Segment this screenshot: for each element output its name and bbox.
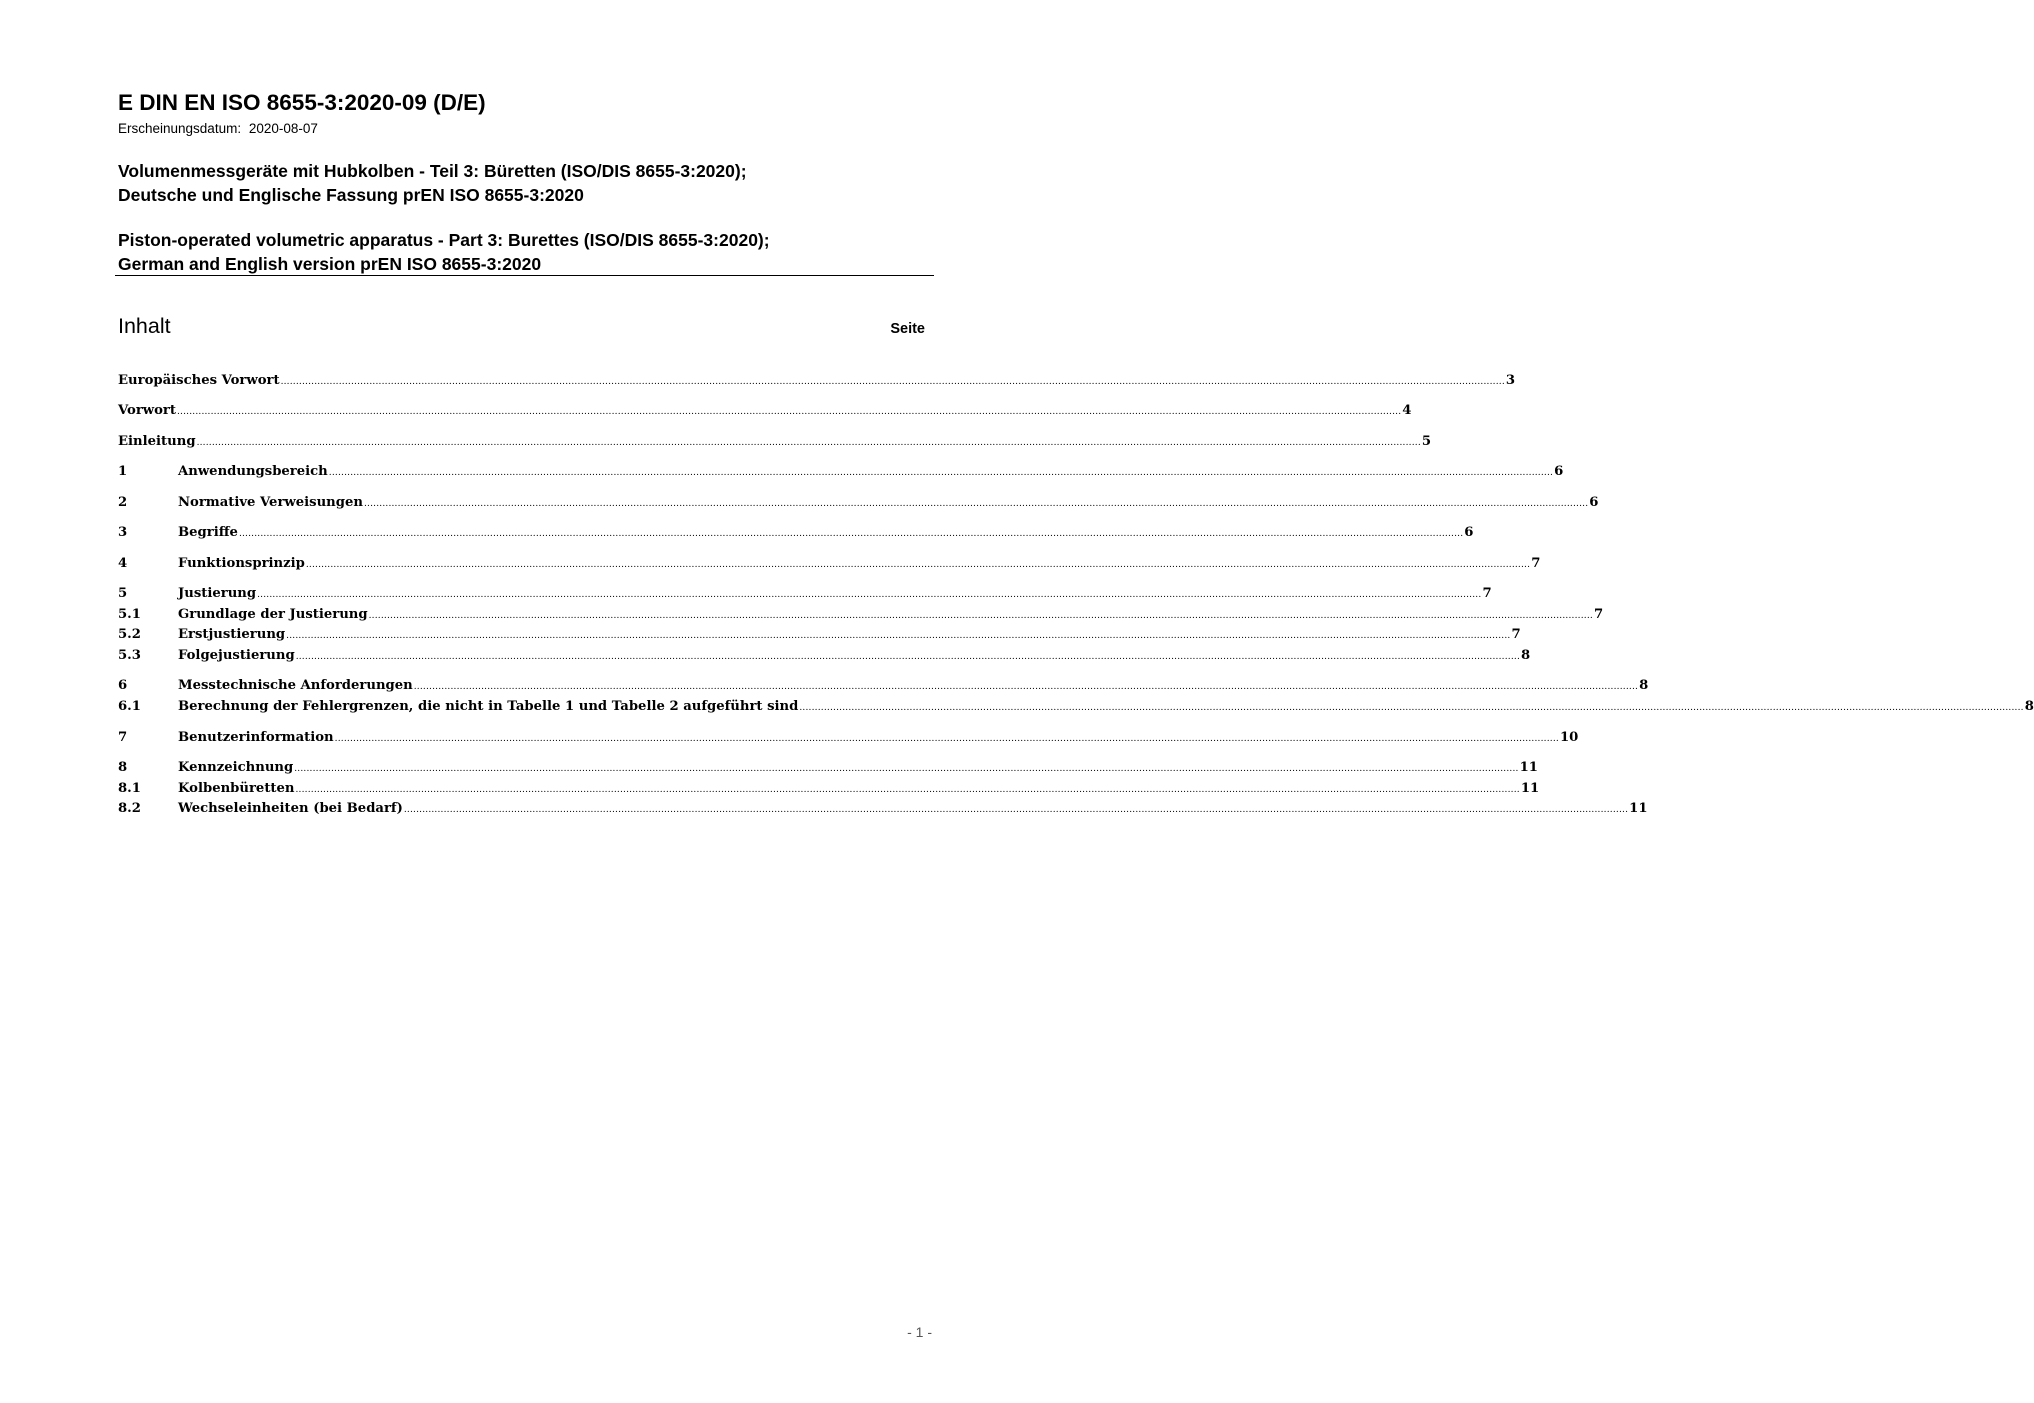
toc-entry-number: 7 xyxy=(118,730,128,745)
publication-date-value: 2020-08-07 xyxy=(248,121,318,136)
toc-entry-number: 6.1 xyxy=(118,699,141,714)
toc-heading: Inhalt xyxy=(118,314,171,338)
toc-entry-page: 6 xyxy=(1554,464,1564,479)
toc-entry[interactable] xyxy=(118,625,1521,645)
toc-entry-number: 4 xyxy=(118,556,128,571)
toc-dot-leader: ................................................................................................................................................................................................................................................................................................................................................................................................................ xyxy=(294,764,1519,774)
toc-dot-leader: ................................................................................................................................................................................................................................................................................................................................................................................................................ xyxy=(403,805,1629,815)
toc-entry-number: 8.1 xyxy=(118,781,141,796)
toc-dot-leader: ................................................................................................................................................................................................................................................................................................................................................................................................................ xyxy=(196,438,1421,448)
toc-entry[interactable] xyxy=(118,676,1649,696)
english-title-line-1: Piston-operated volumetric apparatus - Part 3: Burettes (ISO/DIS 8655-3:2020); xyxy=(118,230,770,250)
english-title xyxy=(118,228,770,276)
toc-entry-title: Einleitung xyxy=(118,434,196,449)
toc-dot-leader: ................................................................................................................................................................................................................................................................................................................................................................................................................ xyxy=(305,560,1531,570)
toc-entry-page: 10 xyxy=(1559,730,1579,745)
toc-entry-page: 11 xyxy=(1629,801,1648,816)
toc-entry-number: 8 xyxy=(118,760,128,775)
toc-entry-page: 7 xyxy=(1511,627,1521,642)
toc-entry-page: 7 xyxy=(1482,586,1492,601)
toc-entry-number: 1 xyxy=(118,464,128,479)
toc-entry[interactable] xyxy=(118,462,1564,482)
toc-dot-leader: ................................................................................................................................................................................................................................................................................................................................................................................................................ xyxy=(286,631,1511,641)
toc-dot-leader: ................................................................................................................................................................................................................................................................................................................................................................................................................ xyxy=(238,529,1464,539)
toc-entry-title: Justierung xyxy=(178,586,257,601)
toc-entry-title: Vorwort xyxy=(118,403,176,418)
toc-entry-page: 7 xyxy=(1531,556,1541,571)
toc-entry-title: Folgejustierung xyxy=(178,648,295,663)
toc-entry-page: 4 xyxy=(1402,403,1412,418)
toc-entry-number: 2 xyxy=(118,495,128,510)
toc-entry-page: 8 xyxy=(1521,648,1531,663)
toc-entry-title: Berechnung der Fehlergrenzen, die nicht in Tabelle 1 und Tabelle 2 aufgeführt sind xyxy=(178,699,799,714)
toc-entry-title: Europäisches Vorwort xyxy=(118,373,280,388)
toc-entry-number: 8.2 xyxy=(118,801,141,816)
toc-entry-page: 6 xyxy=(1464,525,1474,540)
english-title-line-2: German and English version prEN ISO 8655-3:2020 xyxy=(118,254,542,274)
toc-entry-number: 5.2 xyxy=(118,627,141,642)
toc-dot-leader: ................................................................................................................................................................................................................................................................................................................................................................................................................ xyxy=(295,652,1521,662)
german-title-line-1: Volumenmessgeräte mit Hubkolben - Teil 3: Büretten (ISO/DIS 8655-3:2020); xyxy=(118,161,747,181)
toc-entry[interactable] xyxy=(118,646,1531,666)
toc-dot-leader: ................................................................................................................................................................................................................................................................................................................................................................................................................ xyxy=(363,499,1589,509)
toc-entry[interactable] xyxy=(118,371,1516,391)
toc-entry-title: Kennzeichnung xyxy=(178,760,294,775)
toc-entry-title: Funktionsprinzip xyxy=(178,556,305,571)
toc-entry[interactable] xyxy=(118,523,1474,543)
toc-entry[interactable] xyxy=(118,728,1579,748)
toc-dot-leader: ................................................................................................................................................................................................................................................................................................................................................................................................................ xyxy=(257,590,1482,600)
toc-entry-title: Kolbenbüretten xyxy=(178,781,295,796)
page-number: - 1 - xyxy=(907,1324,932,1340)
toc-entry[interactable] xyxy=(118,584,1492,604)
toc-entry-number: 5 xyxy=(118,586,128,601)
toc-entry-number: 5.1 xyxy=(118,607,141,622)
toc-entry-title: Normative Verweisungen xyxy=(178,495,363,510)
toc-entry-page: 7 xyxy=(1593,607,1604,622)
toc-entry-number: 5.3 xyxy=(118,648,141,663)
toc-dot-leader: ................................................................................................................................................................................................................................................................................................................................................................................................................ xyxy=(413,682,1639,692)
toc-entry[interactable] xyxy=(118,554,1541,574)
toc-entry-page: 11 xyxy=(1519,760,1538,775)
german-title-line-2: Deutsche und Englische Fassung prEN ISO 8655-3:2020 xyxy=(118,185,584,205)
toc-entry-title: Erstjustierung xyxy=(178,627,286,642)
toc-entry[interactable] xyxy=(118,401,1412,421)
toc-dot-leader: ................................................................................................................................................................................................................................................................................................................................................................................................................ xyxy=(799,703,2024,713)
toc-entry-page: 5 xyxy=(1421,434,1432,449)
toc-dot-leader: ................................................................................................................................................................................................................................................................................................................................................................................................................ xyxy=(334,734,1559,744)
toc-entry-number: 3 xyxy=(118,525,128,540)
toc-entry-title: Begriffe xyxy=(178,525,238,540)
toc-dot-leader: ................................................................................................................................................................................................................................................................................................................................................................................................................ xyxy=(176,407,1402,417)
toc-entry[interactable] xyxy=(118,758,1538,778)
publication-date-label: Erscheinungsdatum: xyxy=(118,121,242,136)
toc-entry[interactable] xyxy=(118,493,1599,513)
toc-entry-page: 8 xyxy=(2024,699,2034,714)
toc-entry-title: Wechseleinheiten (bei Bedarf) xyxy=(178,801,403,816)
toc-entry[interactable] xyxy=(118,779,1540,799)
toc-dot-leader: ................................................................................................................................................................................................................................................................................................................................................................................................................ xyxy=(295,785,1520,795)
document-title: E DIN EN ISO 8655-3:2020-09 (D/E) xyxy=(118,90,486,115)
publication-date xyxy=(118,121,318,136)
toc-entry-title: Benutzerinformation xyxy=(178,730,334,745)
header-divider xyxy=(115,275,934,276)
toc-entry-page: 3 xyxy=(1505,373,1516,388)
toc-dot-leader: ................................................................................................................................................................................................................................................................................................................................................................................................................ xyxy=(368,611,1593,621)
toc-entry-number: 6 xyxy=(118,678,128,693)
toc-entry[interactable] xyxy=(118,799,1648,819)
toc-entry-title: Grundlage der Justierung xyxy=(178,607,368,622)
toc-entry-page: 8 xyxy=(1639,678,1649,693)
toc-dot-leader: ................................................................................................................................................................................................................................................................................................................................................................................................................ xyxy=(280,377,1505,387)
toc-entry-page: 11 xyxy=(1520,781,1540,796)
toc-page-column-label: Seite xyxy=(890,321,925,337)
toc-entry-page: 6 xyxy=(1589,495,1599,510)
toc-entry-title: Messtechnische Anforderungen xyxy=(178,678,413,693)
toc-entry-title: Anwendungsbereich xyxy=(178,464,328,479)
toc-entry[interactable] xyxy=(118,697,2034,717)
toc-entry[interactable] xyxy=(118,605,1604,625)
german-title xyxy=(118,159,747,207)
toc-dot-leader: ................................................................................................................................................................................................................................................................................................................................................................................................................ xyxy=(328,468,1554,478)
toc-entry[interactable] xyxy=(118,432,1432,452)
